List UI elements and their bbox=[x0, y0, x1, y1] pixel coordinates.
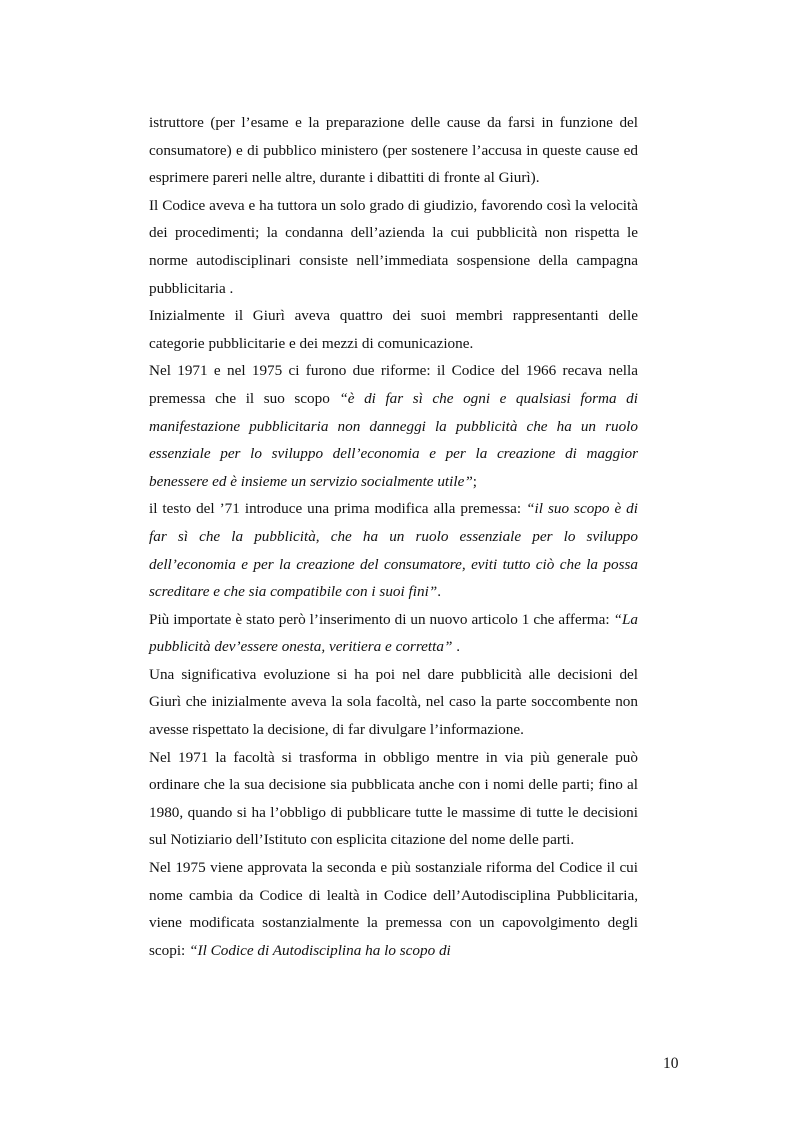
paragraph-9 bbox=[149, 854, 638, 964]
paragraph-text: il testo del ’71 introduce una prima modifica alla premessa: bbox=[149, 500, 527, 518]
paragraph-text: Inizialmente il Giurì aveva quattro dei suoi membri rappresentanti delle categorie pubblicitarie e dei mezzi di comunicazione. bbox=[149, 307, 638, 352]
quotation: “Il Codice di Autodisciplina ha lo scopo di bbox=[189, 941, 451, 959]
paragraph-text: . bbox=[452, 638, 460, 656]
quotation: “il suo scopo è di far sì che la pubblicità, che ha un ruolo essenziale per lo sviluppo dell’economia e per la creazione del consumatore, eviti tutto ciò che la possa screditare e che sia compatibile con i suoi fini” bbox=[149, 500, 638, 601]
paragraph-8 bbox=[149, 744, 638, 854]
paragraph-7 bbox=[149, 661, 638, 744]
paragraph-text: Una significativa evoluzione si ha poi nel dare pubblicità alle decisioni del Giurì che inizialmente aveva la sola facoltà, nel caso la parte soccombente non avesse rispettato la decisione, di far divulgare l’informazione. bbox=[149, 665, 638, 739]
paragraph-text: istruttore (per l’esame e la preparazione delle cause da farsi in funzione del consumatore) e di pubblico ministero (per sostenere l’accusa in queste cause ed esprimere pareri nelle altre, durante i dibattiti di fronte al Giurì). bbox=[149, 114, 638, 187]
paragraph-6 bbox=[149, 606, 638, 661]
paragraph-2 bbox=[149, 192, 638, 302]
paragraph-4 bbox=[149, 357, 638, 495]
quotation: “è di far sì che ogni e qualsiasi forma di manifestazione pubblicitaria non danneggi la pubblicità che ha un ruolo essenziale per lo sviluppo dell’economia e per la creazione di maggior benessere ed è insieme un servizio socialmente utile” bbox=[149, 389, 638, 490]
paragraph-text: Nel 1971 e nel 1975 ci furono due riforme: il Codice del 1966 recava nella premessa che il suo scopo bbox=[149, 362, 638, 407]
page-number: 10 bbox=[663, 1055, 679, 1072]
quotation: “La pubblicità dev’essere onesta, veritiera e corretta” bbox=[149, 610, 638, 656]
paragraph-text: Il Codice aveva e ha tuttora un solo grado di giudizio, favorendo così la velocità dei procedimenti; la condanna dell’azienda la cui pubblicità non rispetta le norme autodisciplinari consiste nell’immediata sospensione della campagna pubblicitaria . bbox=[149, 196, 638, 297]
document-body bbox=[149, 109, 638, 964]
paragraph-text: Nel 1971 la facoltà si trasforma in obbligo mentre in via più generale può ordinare che la sua decisione sia pubblicata anche con i nomi delle parti; fino al 1980, quando si ha l’obbligo di pubblicare tutte le massime di tutte le decisioni sul Notiziario dell’Istituto con esplicita citazione del nome delle parti. bbox=[149, 748, 638, 849]
paragraph-1 bbox=[149, 109, 638, 192]
paragraph-3 bbox=[149, 302, 638, 357]
paragraph-text: Nel 1975 viene approvata la seconda e più sostanziale riforma del Codice il cui nome cambia da Codice di lealtà in Codice dell’Autodisciplina Pubblicitaria, viene modificata sostanzialmente la premessa con un capovolgimento degli scopi: bbox=[149, 859, 638, 959]
paragraph-text: . bbox=[437, 583, 442, 601]
paragraph-text: Più importate è stato però l’inserimento di un nuovo articolo 1 che afferma: bbox=[149, 610, 614, 628]
paragraph-text: ; bbox=[472, 472, 478, 490]
paragraph-5 bbox=[149, 495, 638, 605]
